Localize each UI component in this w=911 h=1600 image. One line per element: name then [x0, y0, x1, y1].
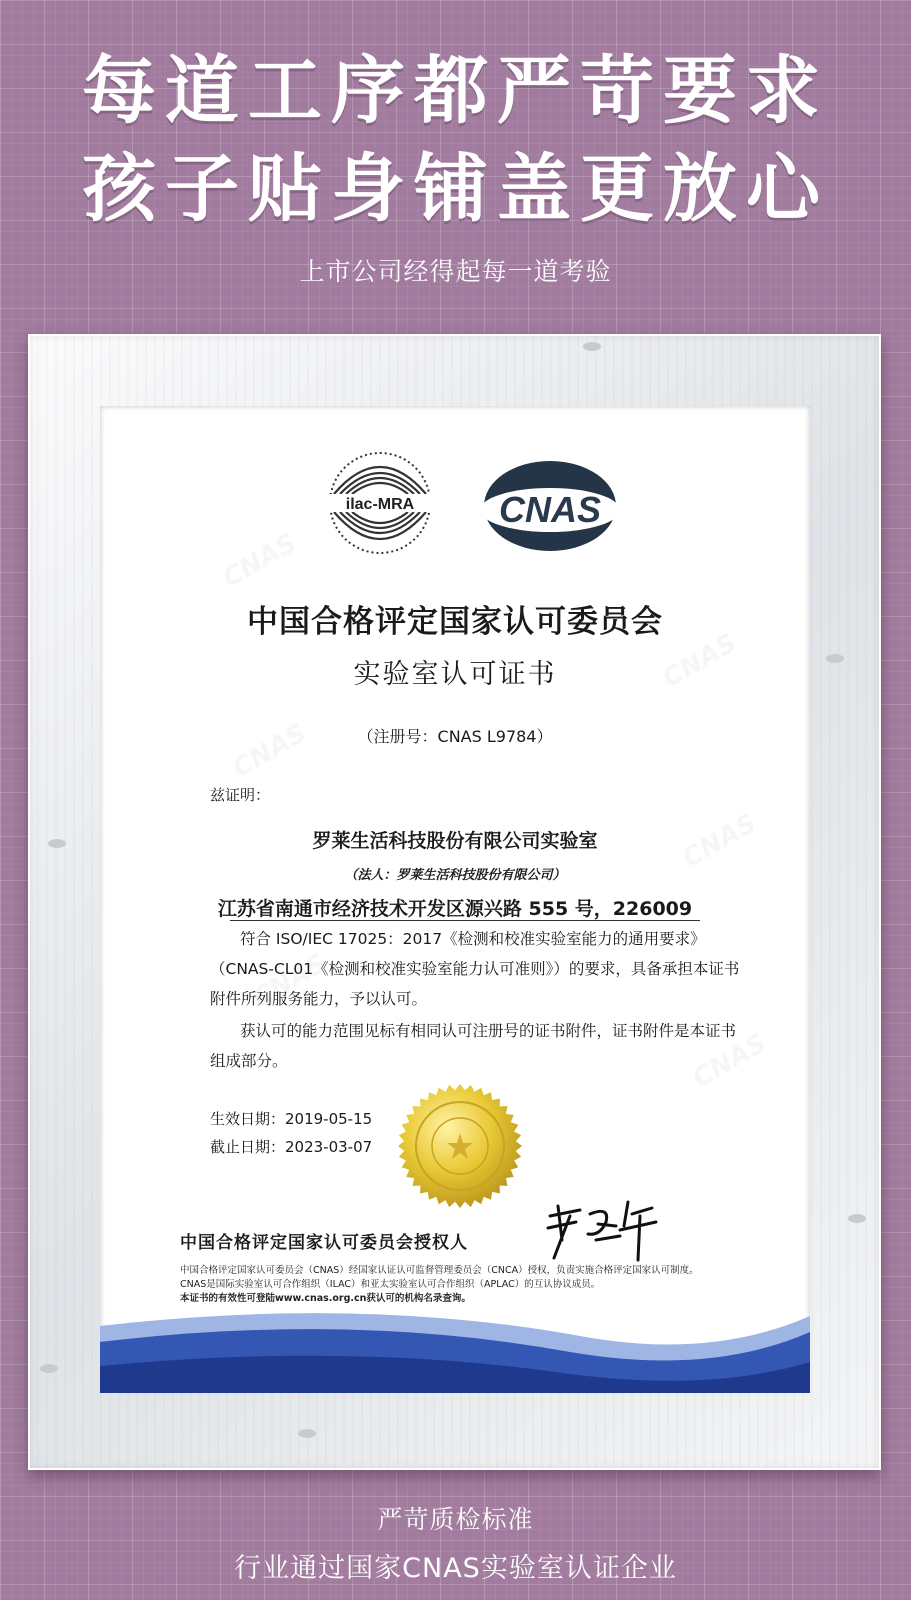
legal-person: （法人：罗莱生活科技股份有限公司） [344, 868, 566, 883]
expiry-date: 截止日期：2023-03-07 [210, 1138, 373, 1156]
laboratory-address: 江苏省南通市经济技术开发区源兴路 555 号，226009 [217, 898, 693, 920]
ilac-mra-logo [320, 450, 440, 554]
address-underline [230, 920, 700, 921]
effective-date: 生效日期：2019-05-15 [210, 1110, 373, 1128]
registration-number: （注册号：CNAS L9784） [357, 727, 553, 746]
organization-name: 中国合格评定国家认可委员会 [247, 604, 663, 640]
fine-print-line: 本证书的有效性可登陆www.cnas.org.cn获认可的机构名录查询。 [180, 1293, 471, 1304]
fine-print-line: CNAS是国际实验室认可合作组织（ILAC）和亚太实验室认可合作组织（APLAC）的互认协议成员。 [180, 1279, 601, 1290]
footer-line-1: 严苛质检标准 [377, 1505, 534, 1534]
laboratory-name: 罗莱生活科技股份有限公司实验室 [312, 830, 598, 852]
authorizer-label: 中国合格评定国家认可委员会授权人 [180, 1233, 468, 1253]
ilac-logo-text: ilac-MRA [345, 496, 415, 513]
conformity-paragraph: 符合 ISO/IEC 17025：2017《检测和校准实验室能力的通用要求》（CNAS-CL01《检测和校准实验室能力认可准则》）的要求，具备承担本证书附件所列服务能力，予以认可。 [210, 930, 740, 1008]
headline-line-1: 每道工序都严苛要求 [82, 48, 829, 134]
blue-wave-band [100, 1286, 810, 1393]
fine-print-line: 中国合格评定国家认可委员会（CNAS）经国家认证认可监督管理委员会（CNCA）授权，负责实施合格评定国家认可制度。 [180, 1265, 699, 1276]
certificate-frame [28, 334, 881, 1470]
cnas-logo [475, 456, 625, 556]
footer-line-2: 行业通过国家CNAS实验室认证企业 [234, 1553, 677, 1584]
scope-paragraph: 获认可的能力范围见标有相同认可注册号的证书附件，证书附件是本证书组成部分。 [210, 1022, 737, 1070]
headline-line-2: 孩子贴身铺盖更放心 [82, 146, 829, 232]
signature [540, 1196, 660, 1266]
certificate [100, 406, 810, 1393]
gold-seal [395, 1081, 525, 1211]
certificate-title: 实验室认可证书 [353, 659, 557, 690]
subheadline: 上市公司经得起每一道考验 [299, 257, 612, 286]
certify-label: 兹证明： [210, 786, 271, 804]
cnas-logo-text: CNAS [498, 489, 602, 530]
